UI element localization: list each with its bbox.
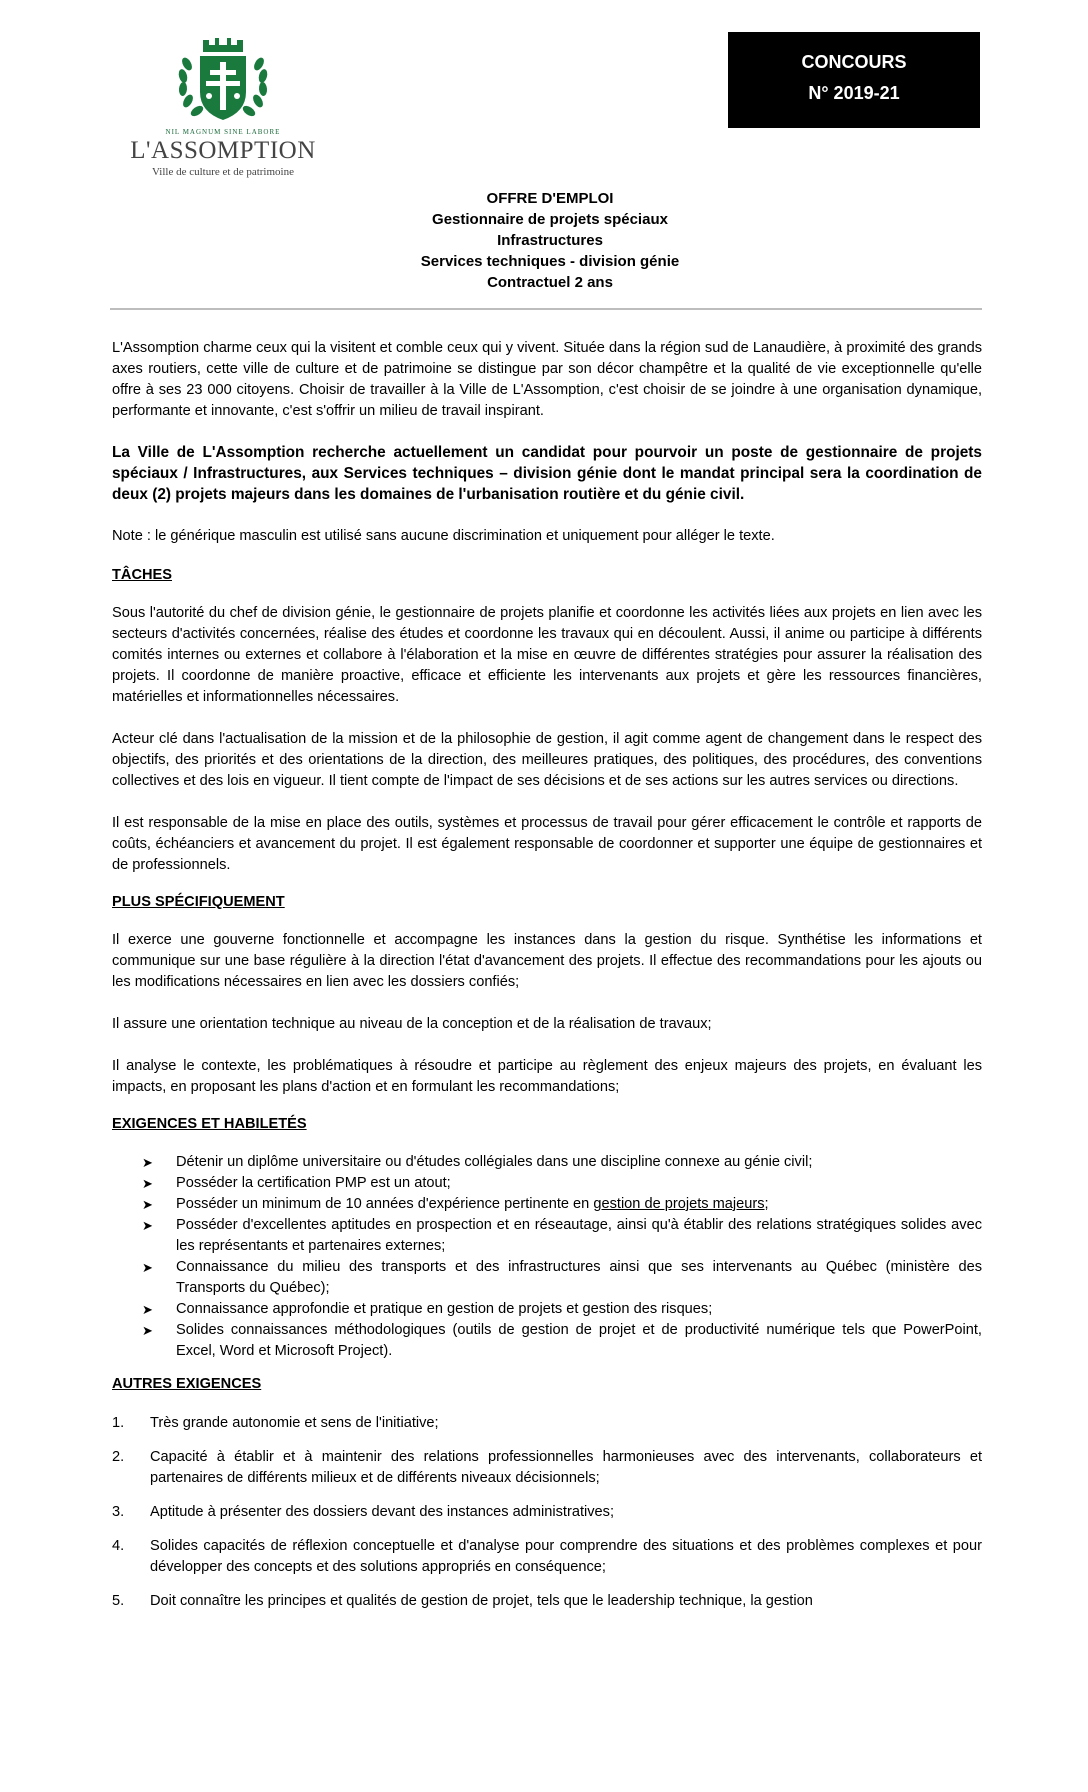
arrow-bullet-icon: ➤ <box>142 1176 153 1191</box>
note-paragraph: Note : le générique masculin est utilisé sans aucune discrimination et uniquement pour alléger le texte. <box>112 528 775 544</box>
competition-label: CONCOURS <box>801 52 907 72</box>
list-item: ➤ Détenir un diplôme universitaire ou d'études collégiales dans une discipline connexe au génie civil; <box>112 1152 982 1173</box>
arrow-bullet-icon: ➤ <box>142 1323 153 1338</box>
section-heading-exigences: EXIGENCES ET HABILETÉS <box>112 1116 307 1132</box>
header-divider <box>110 308 982 310</box>
list-item: 3. Aptitude à présenter des dossiers devant des instances administratives; <box>112 1504 615 1520</box>
specifiquement-paragraph: Il analyse le contexte, les problématiques à résoudre et participe au règlement des enjeux majeurs des projets, en évaluant les impacts, en proposant les plans d'action et en formulant les recommandations; <box>112 1058 982 1095</box>
arrow-bullet-icon: ➤ <box>142 1302 153 1317</box>
arrow-bullet-icon: ➤ <box>142 1218 153 1233</box>
department: Services techniques - division génie <box>420 253 680 270</box>
position-title: Gestionnaire de projets spéciaux <box>432 211 668 228</box>
job-title-block <box>300 188 800 293</box>
competition-badge <box>728 32 980 128</box>
specifiquement-paragraph: Il assure une orientation technique au niveau de la conception et de la réalisation de travaux; <box>112 1016 712 1032</box>
section-heading-specifiquement: PLUS SPÉCIFIQUEMENT <box>112 894 285 910</box>
list-item: 1. Très grande autonomie et sens de l'initiative; <box>112 1415 439 1431</box>
city-tagline: Ville de culture et de patrimoine <box>152 166 294 178</box>
taches-paragraph: Acteur clé dans l'actualisation de la mission et de la philosophie de gestion, il agit comme agent de changement dans le respect des objectifs, des priorités et des orientations de la direction, des meilleures pratiques, des politiques, des procédures, des conventions collectives et des lois en vigueur. Il tient compte de l'impact de ses décisions et de ses actions sur les autres services ou directions. <box>112 731 982 789</box>
list-item: ➤ Connaissance du milieu des transports et des infrastructures ainsi que ses intervenants au Québec (ministère des Transports du Québec); <box>142 1259 982 1296</box>
list-item: ➤ Posséder un minimum de 10 années d'expérience pertinente en gestion de projets majeurs; <box>112 1194 982 1215</box>
contract-type: Contractuel 2 ans <box>487 274 613 291</box>
section-heading-taches: TÂCHES <box>112 567 172 583</box>
lead-paragraph: La Ville de L'Assomption recherche actuellement un candidat pour pourvoir un poste de gestionnaire de projets spéciaux / Infrastructures, aux Services techniques – division génie dont le mandat principal sera la coordination de deux (2) projets majeurs dans les domaines de l'urbanisation routière et du génie civil. <box>112 444 982 503</box>
arrow-bullet-icon: ➤ <box>142 1260 153 1275</box>
other-requirements-list <box>112 1413 982 1612</box>
offer-heading: OFFRE D'EMPLOI <box>486 190 614 207</box>
list-item: ➤ Connaissance approfondie et pratique en gestion de projets et gestion des risques; <box>112 1299 982 1320</box>
specifiquement-paragraph: Il exerce une gouverne fonctionnelle et accompagne les instances dans la gestion du risque. Synthétise les informations et communique sur une base régulière à la direction l'état d'avancement des projets. Il effectue des recommandations pour les ajouts ou les modifications nécessaires en lien avec les dossiers confiés; <box>112 932 982 990</box>
arrow-bullet-icon: ➤ <box>142 1197 153 1212</box>
section-heading-autres: AUTRES EXIGENCES <box>112 1376 262 1392</box>
city-name: L'ASSOMPTION <box>130 137 316 164</box>
list-item: 5. Doit connaître les principes et qualités de gestion de projet, tels que le leadership technique, la gestion <box>112 1593 813 1609</box>
intro-paragraph: L'Assomption charme ceux qui la visitent et comble ceux qui y vivent. Située dans la région sud de Lanaudière, à proximité des grands axes routiers, cette ville de culture et de patrimoine se distingue par son décor champêtre et la qualité de vie exceptionnelle qu'elle offre à ses 23 000 citoyens. Choisir de travailler à la Ville de L'Assomption, c'est choisir de se joindre à une organisation dynamique, performante et innovante, c'est s'offrir un milieu de travail inspirant. <box>112 340 982 419</box>
position-area: Infrastructures <box>497 232 603 249</box>
list-item: 4. Solides capacités de réflexion conceptuelle et d'analyse pour comprendre des situations et des problèmes complexes et pour développer des concepts et des solutions appropriés en conséquence; <box>112 1538 982 1575</box>
list-item: ➤ Posséder d'excellentes aptitudes en prospection et en réseautage, ainsi qu'à établir des relations stratégiques solides avec les représentants et partenaires externes; <box>142 1217 982 1254</box>
competition-number: N° 2019-21 <box>808 83 900 103</box>
city-motto: NIL MAGNUM SINE LABORE <box>165 128 281 136</box>
requirements-list <box>112 1152 982 1362</box>
list-item: ➤ Posséder la certification PMP est un atout; <box>112 1173 982 1194</box>
list-item: 2. Capacité à établir et à maintenir des relations professionnelles harmonieuses avec des intervenants, collaborateurs et partenaires de différents milieux et de différents niveaux décisionnels; <box>112 1449 982 1486</box>
list-item: ➤ Solides connaissances méthodologiques (outils de gestion de projet et de productivité numérique tels que PowerPoint, Excel, Word et Microsoft Project). <box>142 1322 982 1359</box>
city-logo <box>108 34 338 178</box>
coat-of-arms-icon <box>173 34 273 126</box>
posting-body <box>112 338 982 1625</box>
underlined-phrase: gestion de projets majeurs <box>593 1196 765 1212</box>
taches-paragraph: Il est responsable de la mise en place des outils, systèmes et processus de travail pour gérer efficacement le contrôle et rapports de coûts, échéanciers et avancement du projet. Il est également responsable de coordonner et supporter une équipe de gestionnaires et de professionnels. <box>112 815 982 873</box>
arrow-bullet-icon: ➤ <box>142 1155 153 1170</box>
taches-paragraph: Sous l'autorité du chef de division génie, le gestionnaire de projets planifie et coordonne les activités liées aux projets en lien avec les secteurs d'activités concernées, réalise des études et coordonne les travaux qui en découlent. Aussi, il anime ou participe à différents comités internes ou externes et collabore à l'élaboration et la mise en œuvre de différentes stratégies pour assurer la réalisation des projets. Il coordonne de manière proactive, efficace et efficiente les intervenants aux projets et gère les ressources financières, matérielles et informationnelles nécessaires. <box>112 605 982 705</box>
